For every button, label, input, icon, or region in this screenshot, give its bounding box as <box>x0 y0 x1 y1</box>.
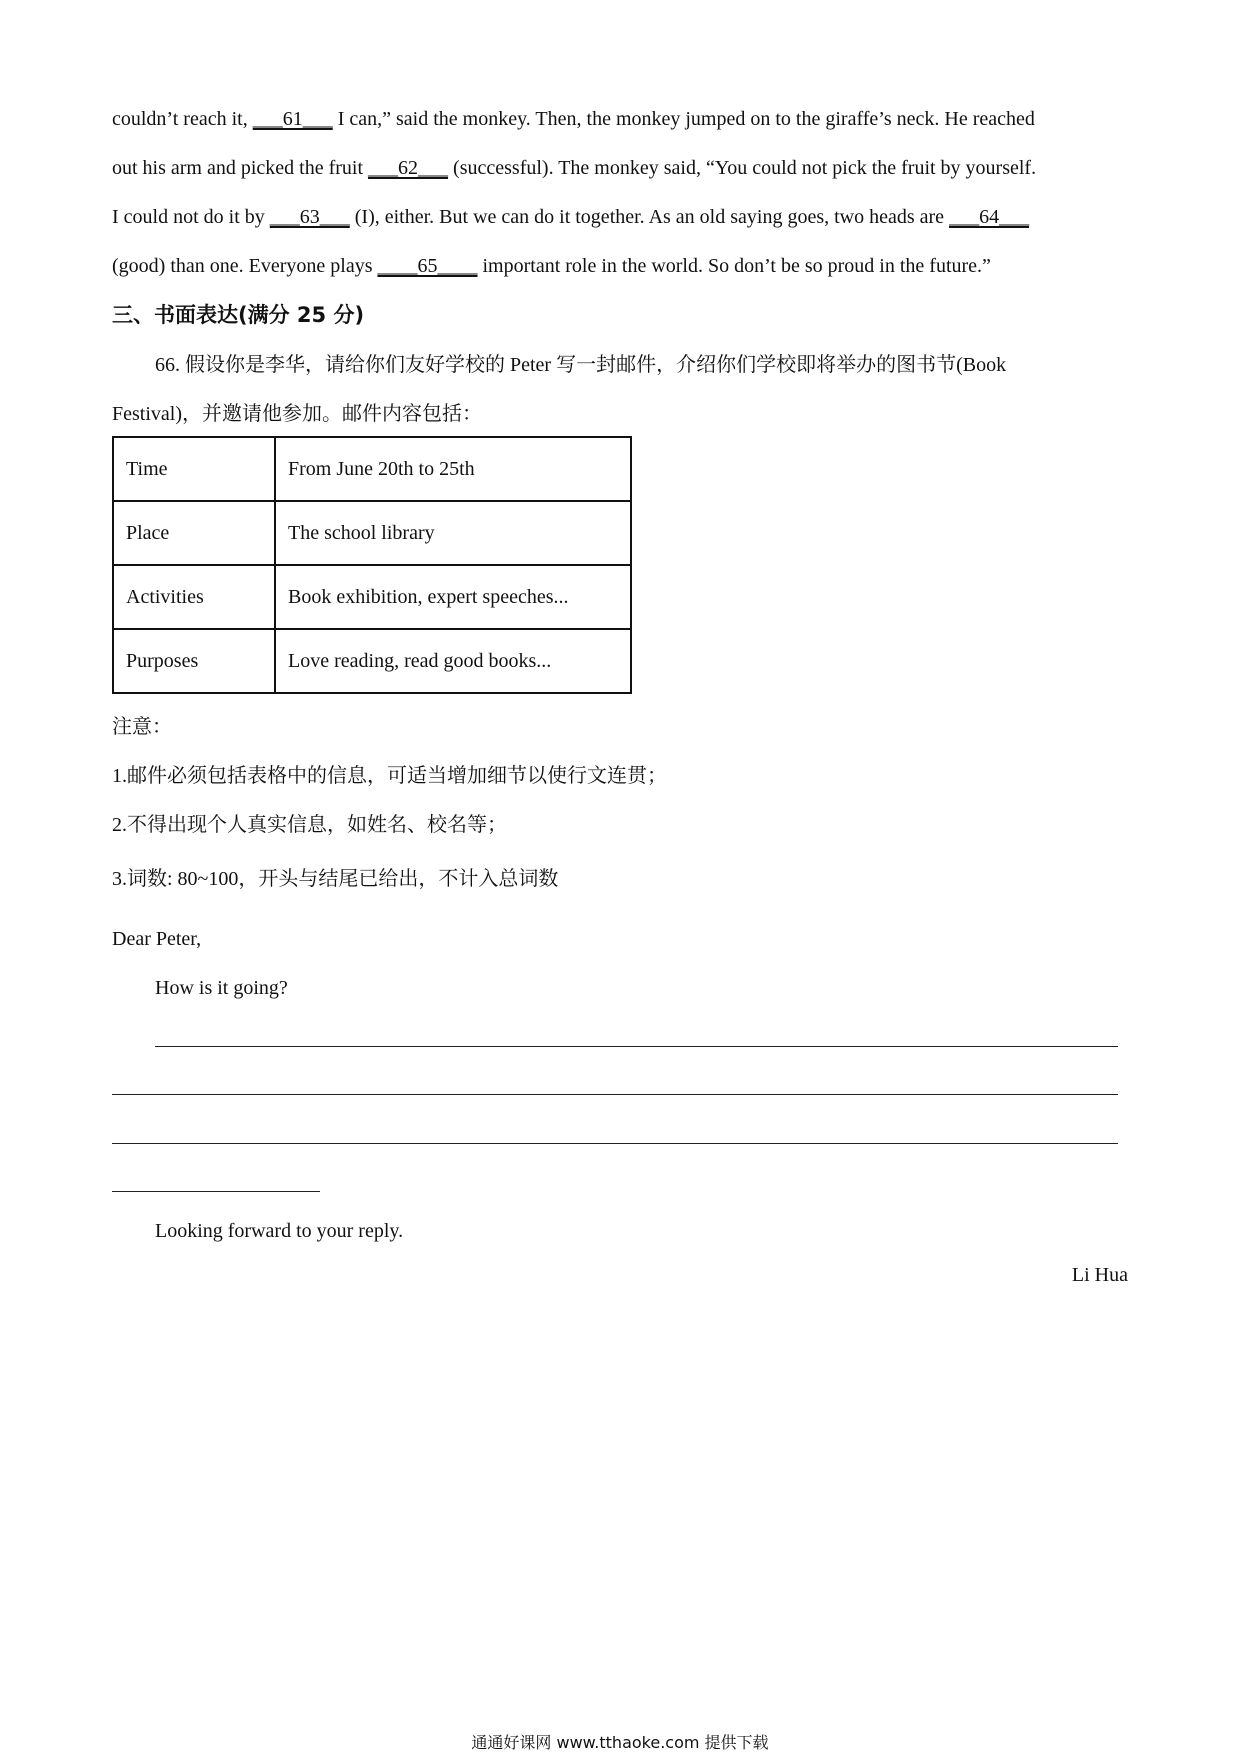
table-row <box>113 629 631 693</box>
writing-line[interactable] <box>112 1191 320 1192</box>
section-heading: 三、书面表达(满分 25 分) <box>112 303 365 327</box>
text: important role in the world. So don’t be so proud in the future.” <box>477 255 991 277</box>
page-footer: 通通好课网 www.tthaoke.com 提供下载 <box>471 1733 769 1752</box>
notes-title: 注意： <box>112 716 172 738</box>
blank-65: ____65____ <box>377 255 478 277</box>
passage-line-3 <box>112 204 1029 230</box>
table-key: Time <box>113 437 275 501</box>
writing-line[interactable] <box>155 1046 1118 1047</box>
passage-line-1 <box>112 106 1035 132</box>
table-row <box>113 565 631 629</box>
passage-line-4 <box>112 253 991 279</box>
table-value: Love reading, read good books... <box>275 629 631 693</box>
note-item-3: 3.词数: 80~100，开头与结尾已给出，不计入总词数 <box>112 868 559 890</box>
passage-line-2 <box>112 155 1036 181</box>
blank-64: ___64___ <box>949 206 1030 228</box>
info-table <box>112 436 632 694</box>
table-key: Activities <box>113 565 275 629</box>
text: out his arm and picked the fruit <box>112 157 369 179</box>
table-row <box>113 501 631 565</box>
task-line-2: Festival)，并邀请他参加。邮件内容包括： <box>112 403 482 425</box>
writing-line[interactable] <box>112 1094 1118 1095</box>
table-value: The school library <box>275 501 631 565</box>
text: (successful). The monkey said, “You could not pick the fruit by yourself. <box>448 157 1037 179</box>
letter-opening: How is it going? <box>155 977 288 999</box>
table-key: Purposes <box>113 629 275 693</box>
text: (I), either. But we can do it together. As an old saying goes, two heads are <box>349 206 950 228</box>
table-value: Book exhibition, expert speeches... <box>275 565 631 629</box>
text: (good) than one. Everyone plays <box>112 255 378 277</box>
writing-line[interactable] <box>112 1143 1118 1144</box>
letter-greeting: Dear Peter, <box>112 928 202 950</box>
table-key: Place <box>113 501 275 565</box>
note-item-1: 1.邮件必须包括表格中的信息，可适当增加细节以使行文连贯； <box>112 765 667 787</box>
blank-63: ___63___ <box>269 206 350 228</box>
text: I can,” said the monkey. Then, the monkey jumped on to the giraffe’s neck. He reached <box>332 108 1035 130</box>
text: couldn’t reach it, <box>112 108 253 130</box>
blank-62: ___62___ <box>368 157 449 179</box>
letter-signature: Li Hua <box>1071 1264 1128 1286</box>
letter-closing: Looking forward to your reply. <box>155 1220 404 1242</box>
blank-61: ___61___ <box>252 108 333 130</box>
text: I could not do it by <box>112 206 270 228</box>
table-value: From June 20th to 25th <box>275 437 631 501</box>
note-item-2: 2.不得出现个人真实信息，如姓名、校名等； <box>112 814 507 836</box>
task-line-1: 66. 假设你是李华，请给你们友好学校的 Peter 写一封邮件，介绍你们学校即将举办的图书节(Book <box>155 354 1007 376</box>
table-row <box>113 437 631 501</box>
